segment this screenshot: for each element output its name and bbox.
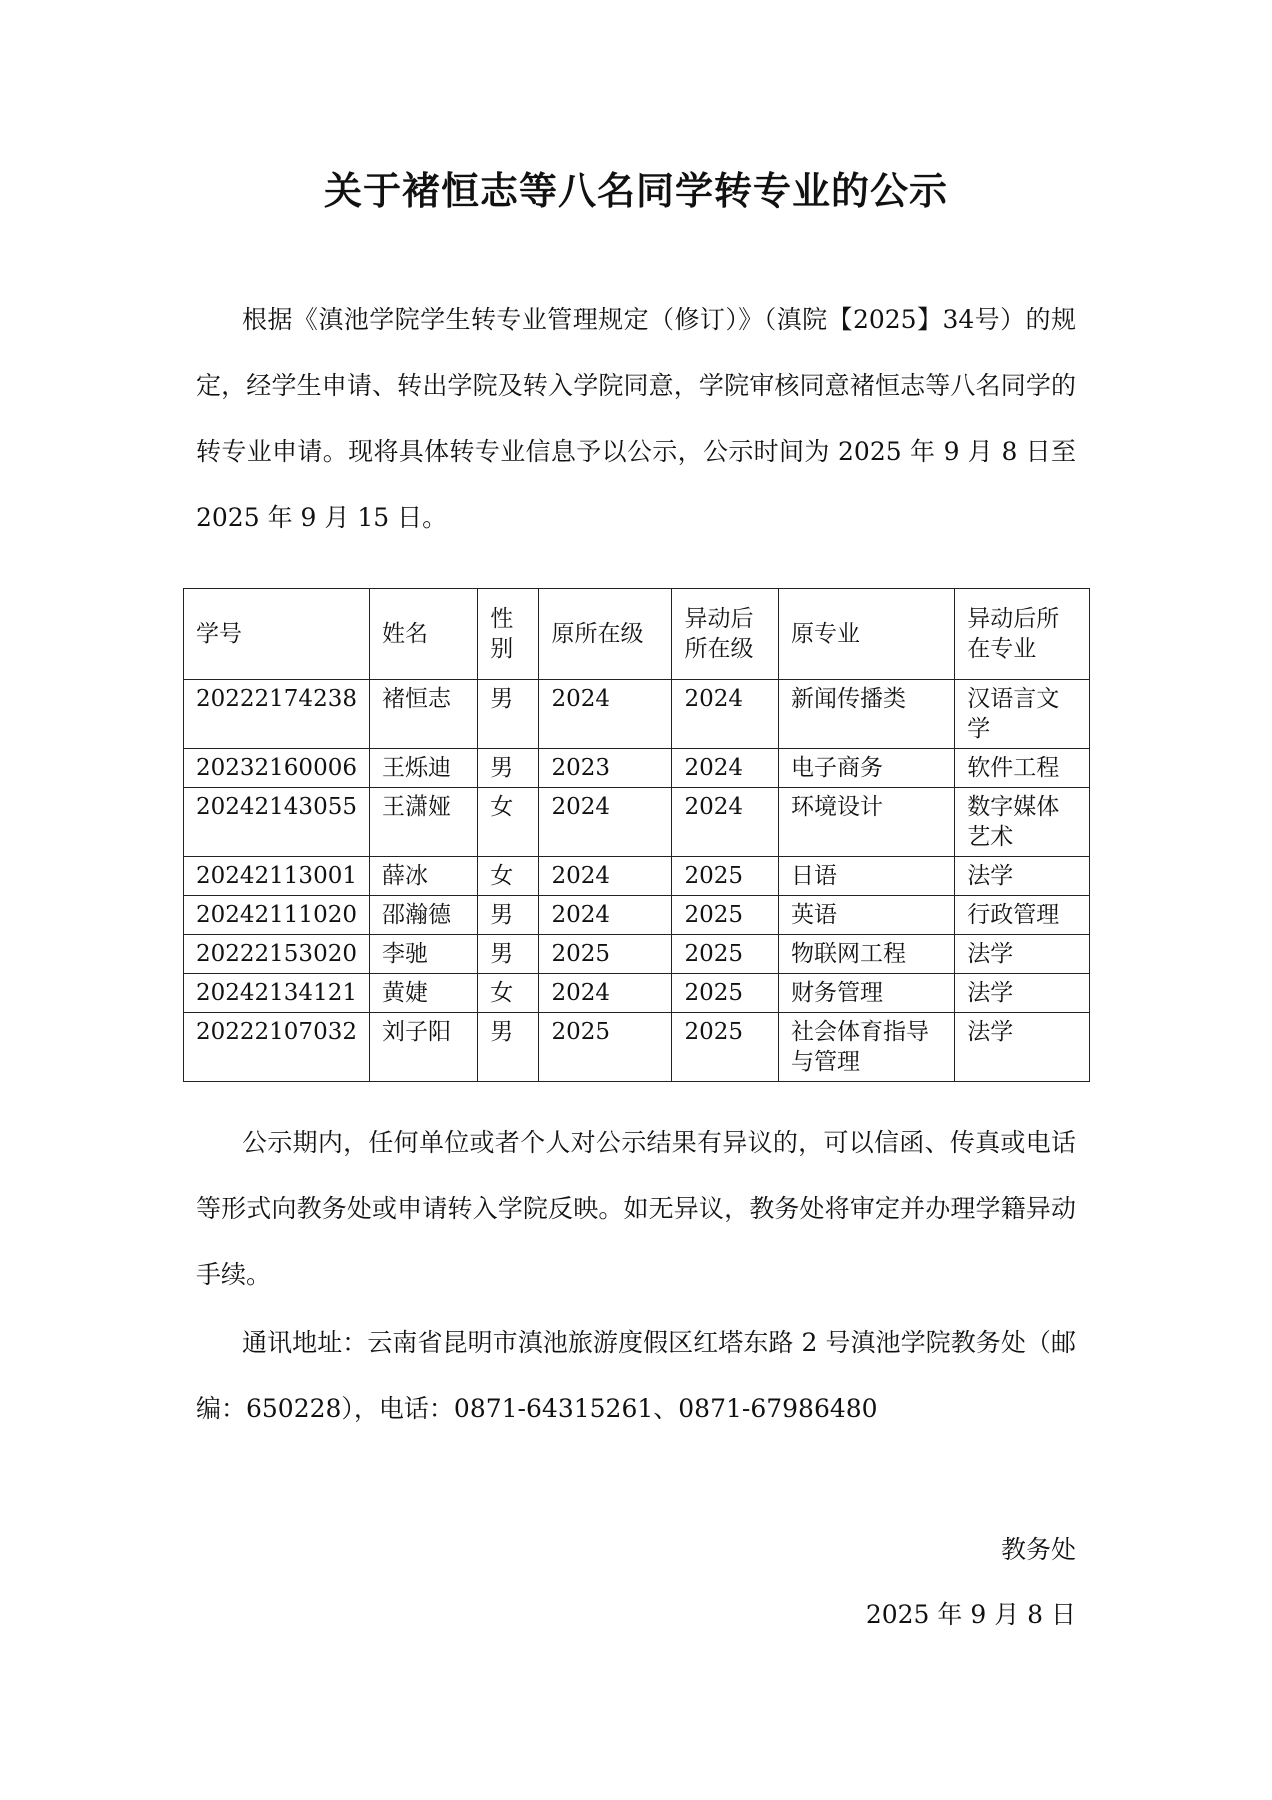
cell-new-grade: 2024 (672, 788, 779, 857)
cell-name: 王烁迪 (369, 749, 477, 788)
header-original-grade: 原所在级 (539, 589, 672, 680)
cell-new-major: 法学 (955, 1013, 1090, 1082)
table-row (184, 935, 1090, 974)
table-row (184, 680, 1090, 749)
cell-student-id: 20222174238 (184, 680, 370, 749)
cell-original-grade: 2024 (539, 896, 672, 935)
cell-gender: 男 (478, 680, 539, 749)
cell-name: 王潇娅 (369, 788, 477, 857)
cell-new-major: 法学 (955, 935, 1090, 974)
table-row (184, 857, 1090, 896)
cell-original-major: 环境设计 (779, 788, 955, 857)
cell-new-major: 汉语言文学 (955, 680, 1090, 749)
cell-original-major: 财务管理 (779, 974, 955, 1013)
header-new-major: 异动后所在专业 (955, 589, 1090, 680)
cell-new-major: 数字媒体艺术 (955, 788, 1090, 857)
cell-new-grade: 2025 (672, 857, 779, 896)
cell-new-grade: 2025 (672, 896, 779, 935)
cell-original-major: 社会体育指导与管理 (779, 1013, 955, 1082)
cell-student-id: 20242134121 (184, 974, 370, 1013)
cell-gender: 女 (478, 974, 539, 1013)
cell-original-grade: 2024 (539, 974, 672, 1013)
cell-original-major: 日语 (779, 857, 955, 896)
cell-original-grade: 2024 (539, 788, 672, 857)
cell-new-grade: 2025 (672, 935, 779, 974)
cell-gender: 女 (478, 857, 539, 896)
cell-name: 薛冰 (369, 857, 477, 896)
cell-student-id: 20222107032 (184, 1013, 370, 1082)
signature-office: 教务处 (1000, 1535, 1076, 1564)
cell-student-id: 20232160006 (184, 749, 370, 788)
cell-name: 黄婕 (369, 974, 477, 1013)
cell-original-major: 电子商务 (779, 749, 955, 788)
document-title: 关于褚恒志等八名同学转专业的公示 (323, 169, 948, 213)
cell-new-grade: 2025 (672, 1013, 779, 1082)
cell-new-major: 软件工程 (955, 749, 1090, 788)
signature-date: 2025 年 9 月 8 日 (865, 1600, 1076, 1629)
header-new-grade: 异动后所在级 (672, 589, 779, 680)
cell-original-grade: 2023 (539, 749, 672, 788)
cell-student-id: 20242143055 (184, 788, 370, 857)
intro-paragraph: 根据《滇池学院学生转专业管理规定（修订）》（滇院【2025】34号）的规定，经学生申请、转出学院及转入学院同意，学院审核同意褚恒志等八名同学的转专业申请。现将具体转专业信息予以公示，公示时间为 2025 年 9 月 8 日至 2025 年 9 月 15 日。 (196, 305, 1076, 532)
cell-new-major: 法学 (955, 857, 1090, 896)
cell-name: 褚恒志 (369, 680, 477, 749)
cell-new-grade: 2024 (672, 749, 779, 788)
cell-original-grade: 2024 (539, 680, 672, 749)
cell-student-id: 20242113001 (184, 857, 370, 896)
cell-original-major: 物联网工程 (779, 935, 955, 974)
cell-new-grade: 2024 (672, 680, 779, 749)
cell-new-major: 法学 (955, 974, 1090, 1013)
cell-gender: 男 (478, 1013, 539, 1082)
table-row (184, 1013, 1090, 1082)
header-gender: 性别 (478, 589, 539, 680)
table-row (184, 974, 1090, 1013)
table-row (184, 896, 1090, 935)
cell-gender: 男 (478, 896, 539, 935)
header-student-id: 学号 (184, 589, 370, 680)
cell-original-grade: 2025 (539, 1013, 672, 1082)
cell-gender: 女 (478, 788, 539, 857)
cell-original-grade: 2024 (539, 857, 672, 896)
transfer-table (183, 588, 1090, 1082)
cell-new-grade: 2025 (672, 974, 779, 1013)
cell-original-grade: 2025 (539, 935, 672, 974)
cell-student-id: 20222153020 (184, 935, 370, 974)
cell-name: 邵瀚德 (369, 896, 477, 935)
cell-gender: 男 (478, 935, 539, 974)
objection-paragraph: 公示期内，任何单位或者个人对公示结果有异议的，可以信函、传真或电话等形式向教务处或申请转入学院反映。如无异议，教务处将审定并办理学籍异动手续。 (196, 1128, 1076, 1289)
cell-original-major: 新闻传播类 (779, 680, 955, 749)
cell-name: 刘子阳 (369, 1013, 477, 1082)
table-row (184, 749, 1090, 788)
cell-new-major: 行政管理 (955, 896, 1090, 935)
header-original-major: 原专业 (779, 589, 955, 680)
header-name: 姓名 (369, 589, 477, 680)
contact-paragraph: 通讯地址：云南省昆明市滇池旅游度假区红塔东路 2 号滇池学院教务处（邮编：650228），电话：0871-64315261、0871-67986480 (196, 1328, 1076, 1423)
table-row (184, 788, 1090, 857)
table-header-row (184, 589, 1090, 680)
cell-gender: 男 (478, 749, 539, 788)
cell-name: 李驰 (369, 935, 477, 974)
cell-student-id: 20242111020 (184, 896, 370, 935)
cell-original-major: 英语 (779, 896, 955, 935)
